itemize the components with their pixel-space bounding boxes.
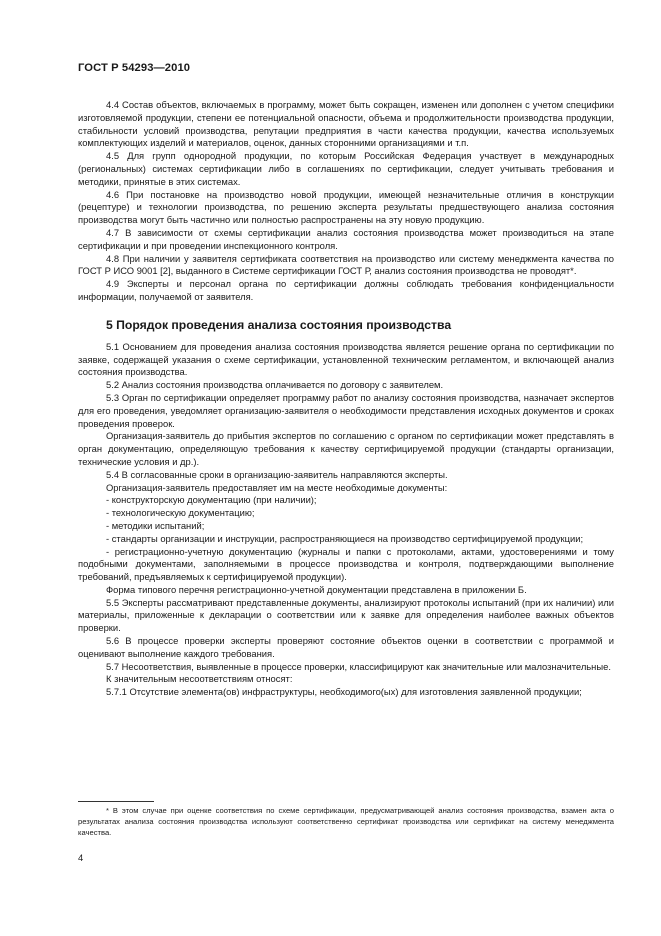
- paragraph-4-5: 4.5 Для групп однородной продукции, по которым Российская Федерация участвует в международных (региональных) системах сертификации либо в соглашениях по сертификации, следует учитывать требования и методики, принятые в этих системах.: [78, 150, 614, 187]
- paragraph-form-reference: Форма типового перечня регистрационно-учетной документации представлена в приложении Б.: [106, 583, 527, 595]
- paragraph-5-2: 5.2 Анализ состояния производства оплачивается по договору с заявителем.: [106, 379, 444, 391]
- paragraph-significant-intro: К значительным несоответствиям относят:: [106, 673, 293, 685]
- page-content: [78, 99, 614, 699]
- paragraph-4-6: 4.6 При постановке на производство новой продукции, имеющей незначительные отличия в конструкции (рецептуре) и технологии производства, по решению эксперта результаты предшествующего анализа состояния производства могут быть частично или полностью распространены на эту новую продукцию.: [78, 188, 614, 226]
- paragraph-4-8: 4.8 При наличии у заявителя сертификата соответствия на производство или систему менеджмента качества по ГОСТ Р ИСО 9001 [2], выданного в Системе сертификации ГОСТ Р, анализ состояния производства не проводят*.: [78, 252, 614, 277]
- paragraph-4-7: 4.7 В зависимости от схемы сертификации анализ состояния производства может производиться на этапе сертификации и при проведении инспекционного контроля.: [78, 226, 614, 251]
- paragraph-5-4: 5.4 В согласованные сроки в организацию-заявитель направляются эксперты.: [106, 468, 448, 480]
- paragraph-4-4: 4.4 Состав объектов, включаемых в программу, может быть сокращен, изменен или дополнен с учетом специфики изготовляемой продукции, степени ее потенциальной опасности, объема и продолжительности производства продукции, стабильности условий производства, репутации предприятия в части качества продукции, качества используемых комплектующих изделий и материалов, оценок, данных сторонними организациями и т.п.: [78, 99, 614, 149]
- page-header: ГОСТ Р 54293—2010: [78, 62, 191, 74]
- list-item: - конструкторскую документацию (при наличии);: [106, 494, 317, 506]
- paragraph-applicant: Организация-заявитель до прибытия экспертов по соглашению с органом по сертификации может представлять в орган документацию, определяющую требования к качеству сертифицируемой продукции (стандарты организации, технические условия и др.).: [78, 430, 614, 467]
- paragraph-documents-intro: Организация-заявитель предоставляет им на месте необходимые документы:: [106, 481, 448, 493]
- page-number: 4: [78, 852, 84, 863]
- paragraph-4-9: 4.9 Эксперты и персонал органа по сертификации должны соблюдать требования конфиденциальности информации, получаемой от заявителя.: [78, 278, 614, 302]
- paragraph-5-5: 5.5 Эксперты рассматривают представленные документы, анализируют протоколы испытаний (при их наличии) или материалы, приложенные к декларации о соответствии или к заявке для определения наиболее важных объектов проверки.: [78, 596, 614, 634]
- list-item: - методики испытаний;: [106, 519, 205, 531]
- paragraph-5-7: 5.7 Несоответствия, выявленные в процессе проверки, классифицируют как значительные или малозначительные.: [106, 660, 611, 672]
- paragraph-5-1: 5.1 Основанием для проведения анализа состояния производства является решение органа по сертификации по заявке, содержащей указания о схеме сертификации, установленной техническим регламентом, и включающей анализ состояния производства.: [78, 340, 614, 378]
- paragraph-5-3: 5.3 Орган по сертификации определяет программу работ по анализу состояния производства, назначает экспертов для его проведения, уведомляет организацию-заявителя о необходимости представления исходных документов и сроках проведения проверок.: [78, 391, 614, 429]
- footnote-divider: [78, 801, 154, 802]
- paragraph-5-7-1: 5.7.1 Отсутствие элемента(ов) инфраструктуры, необходимого(ых) для изготовления заявленной продукции;: [106, 686, 582, 698]
- list-item: - технологическую документацию;: [106, 507, 255, 519]
- list-item: - регистрационно-учетную документацию (журналы и папки с протоколами, актами, удостоверениями и тому подобными документами, заполняемыми в процессе производства и контроля, подтверждающими выполнение требований, предъявляемых к сертифицируемой продукции).: [78, 545, 614, 583]
- footnote: * В этом случае при оценке соответствия по схеме сертификации, предусматривающей анализ состояния производства, взамен акта о результатах анализа состояния производства используют соответственно сертификат производства или сертификат на систему менеджмента качества.: [78, 806, 614, 837]
- paragraph-5-6: 5.6 В процессе проверки эксперты проверяют состояние объектов оценки в соответствии с программой и оценивают выполнение каждого требования.: [78, 635, 614, 659]
- list-item: - стандарты организации и инструкции, распространяющиеся на производство сертифицируемой продукции;: [106, 532, 584, 544]
- section-heading: 5 Порядок проведения анализа состояния производства: [106, 317, 452, 332]
